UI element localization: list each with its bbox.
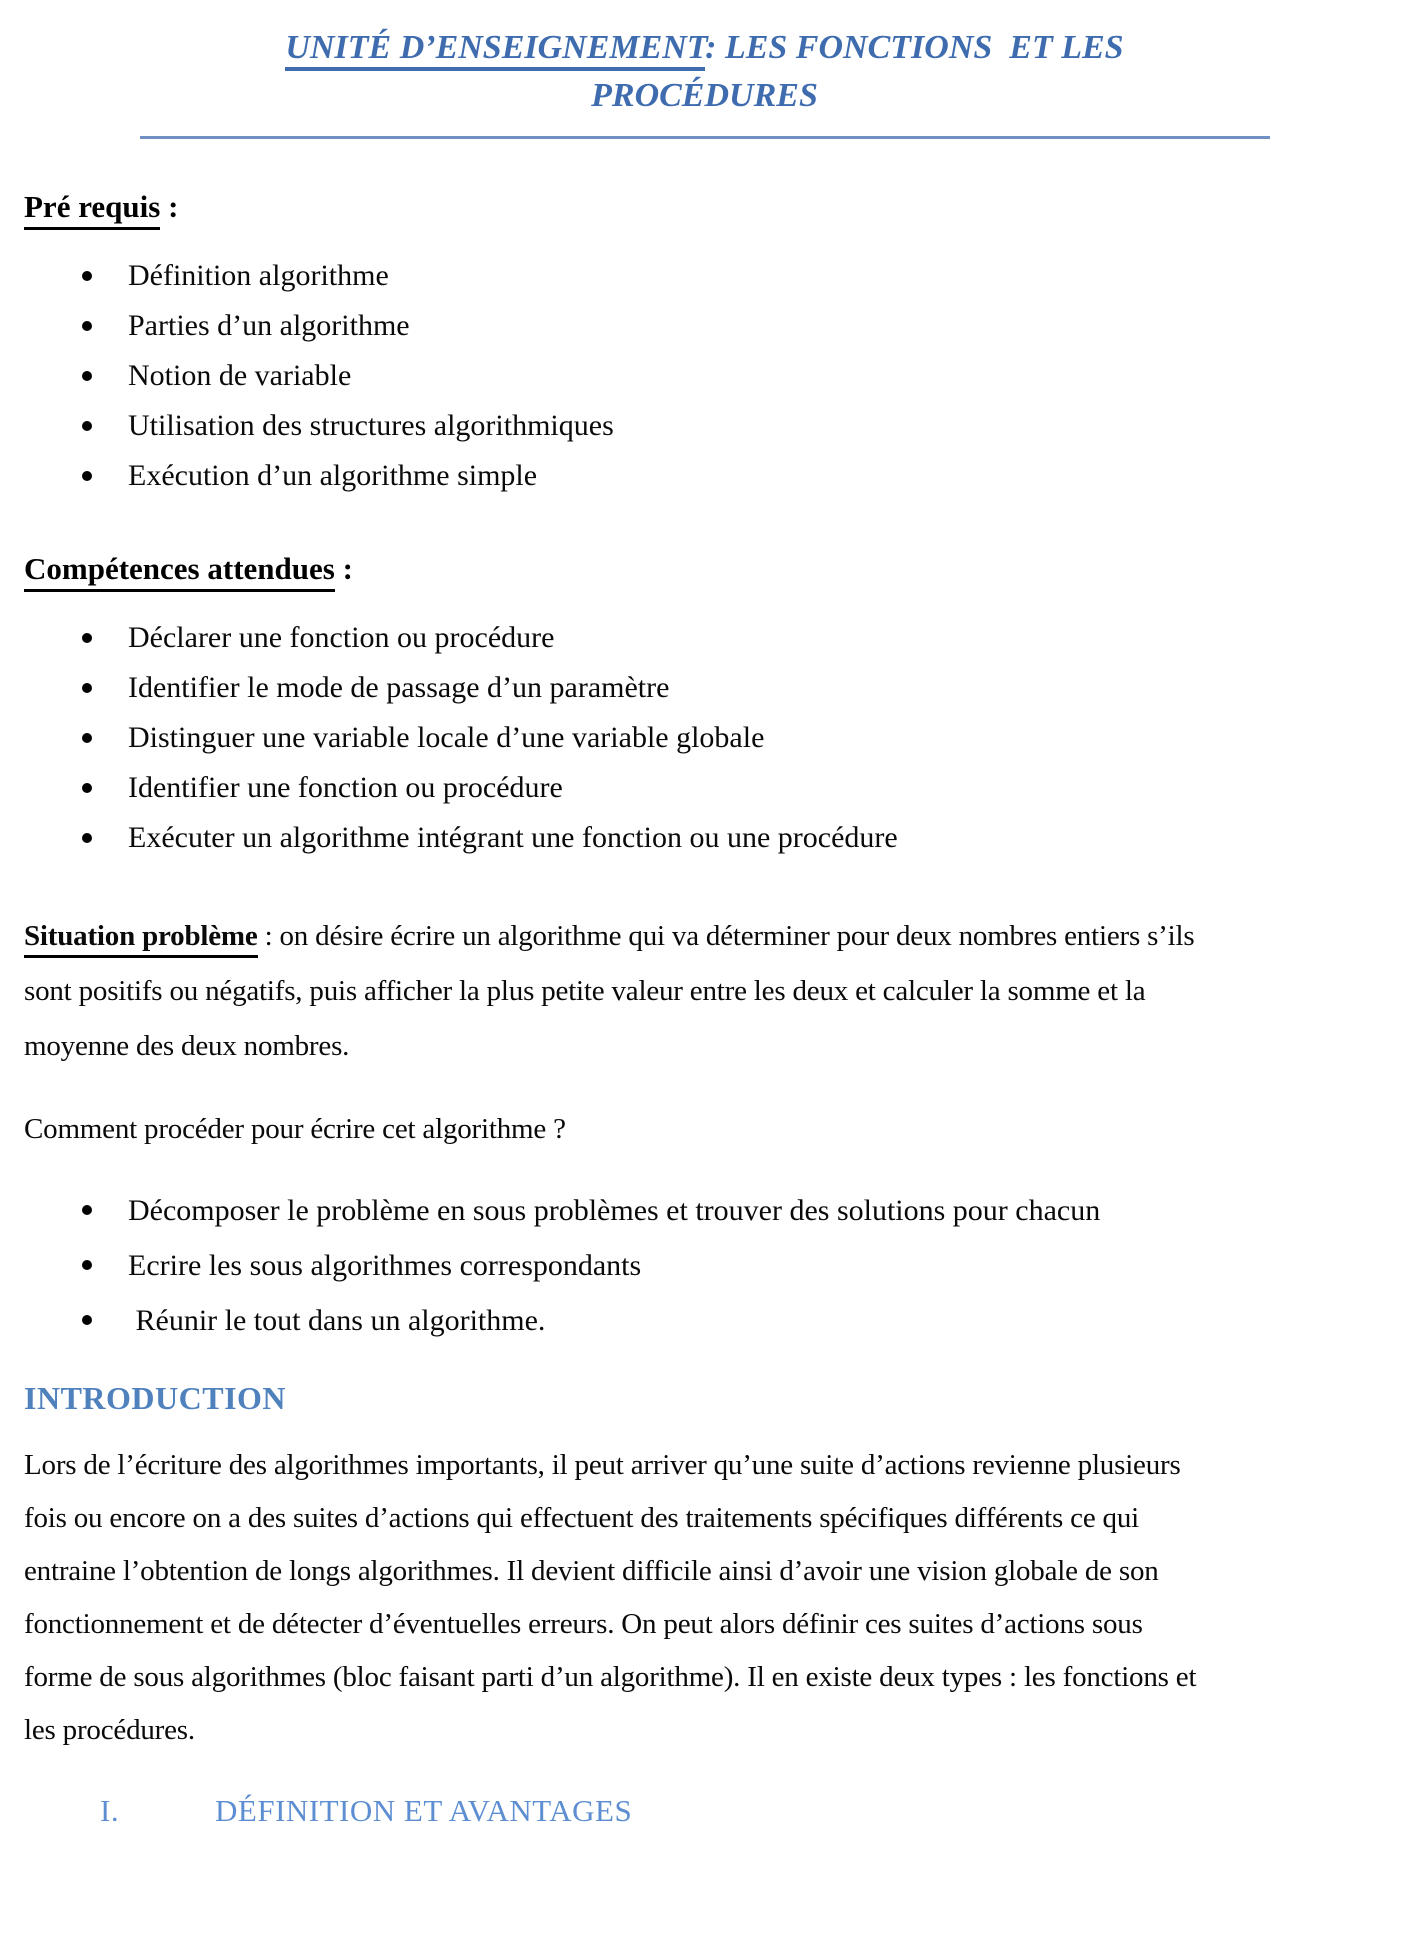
heading-competences	[24, 551, 1409, 587]
situation-text: : on désire écrire un algorithme qui va déterminer pour deux nombres entiers s’ils sont positifs ou négatifs, puis afficher la plus petite valeur entre les deux et calculer la somme et la moyenne des deux nombres.	[24, 920, 1202, 1062]
situation-paragraph	[24, 909, 1214, 1074]
list-item-text: Réunir le tout dans un algorithme.	[128, 1304, 546, 1337]
document-header	[0, 0, 1409, 139]
list-item	[80, 1293, 1210, 1348]
list-item-text: Identifier une fonction ou procédure	[128, 771, 563, 804]
situation-label: Situation problème	[24, 920, 258, 958]
list-item-text: Définition algorithme	[128, 259, 389, 292]
title-underlined-part: UNITÉ D’ENSEIGNEMENT	[285, 29, 705, 71]
list-item-text: Décomposer le problème en sous problèmes et trouver des solutions pour chacun	[128, 1194, 1101, 1227]
list-item	[80, 1183, 1210, 1238]
list-item-text: Ecrire les sous algorithmes correspondants	[128, 1249, 642, 1282]
list-item	[80, 401, 1210, 451]
list-item-text: Parties d’un algorithme	[128, 309, 410, 342]
list-item-text: Utilisation des structures algorithmiques	[128, 409, 614, 442]
list-item	[80, 813, 1210, 863]
list-item	[80, 663, 1210, 713]
question-paragraph: Comment procéder pour écrire cet algorithme ?	[24, 1113, 566, 1145]
list-item	[80, 301, 1210, 351]
list-item	[80, 251, 1210, 301]
heading-competences-colon: :	[334, 551, 353, 586]
list-item	[80, 763, 1210, 813]
list-item-text: Exécuter un algorithme intégrant une fonction ou une procédure	[128, 821, 898, 854]
list-item	[80, 613, 1210, 663]
document-title-line2: PROCÉDURES	[591, 77, 818, 114]
competences-list	[80, 613, 1210, 863]
heading-competences-text: Compétences attendues	[24, 551, 335, 592]
heading-introduction: INTRODUCTION	[24, 1380, 287, 1416]
steps-list	[80, 1183, 1210, 1348]
heading-pre-requis	[24, 189, 1409, 225]
list-item	[80, 351, 1210, 401]
section-title: DÉFINITION ET AVANTAGES	[215, 1793, 633, 1828]
title-rule	[140, 136, 1270, 139]
heading-pre-requis-colon: :	[160, 189, 179, 224]
list-item	[80, 1238, 1210, 1293]
list-item-text: Distinguer une variable locale d’une variable globale	[128, 721, 765, 754]
list-item	[80, 713, 1210, 763]
introduction-paragraph: Lors de l’écriture des algorithmes importants, il peut arriver qu’une suite d’actions revienne plusieurs fois ou encore on a des suites d’actions qui effectuent des traitements spécifiques différents ce qui entraine l’obtention de longs algorithmes. Il devient difficile ainsi d’avoir une vision globale de son fonctionnement et de détecter d’éventuelles erreurs. On peut alors définir ces suites d’actions sous forme de sous algorithmes (bloc faisant parti d’un algorithme). Il en existe deux types : les fonctions et les procédures.	[24, 1449, 1197, 1746]
title-rest-part: : LES FONCTIONS ET LES	[705, 29, 1124, 66]
list-item-text: Déclarer une fonction ou procédure	[128, 621, 555, 654]
list-item-text: Identifier le mode de passage d’un paramètre	[128, 671, 670, 704]
list-item-text: Exécution d’un algorithme simple	[128, 459, 538, 492]
list-item	[80, 451, 1210, 501]
section-heading-definition	[100, 1793, 1409, 1829]
document-title-line1	[0, 24, 1409, 72]
section-numeral: I.	[100, 1793, 120, 1828]
list-item-text: Notion de variable	[128, 359, 352, 392]
heading-pre-requis-text: Pré requis	[24, 189, 160, 230]
prerequisites-list	[80, 251, 1210, 501]
